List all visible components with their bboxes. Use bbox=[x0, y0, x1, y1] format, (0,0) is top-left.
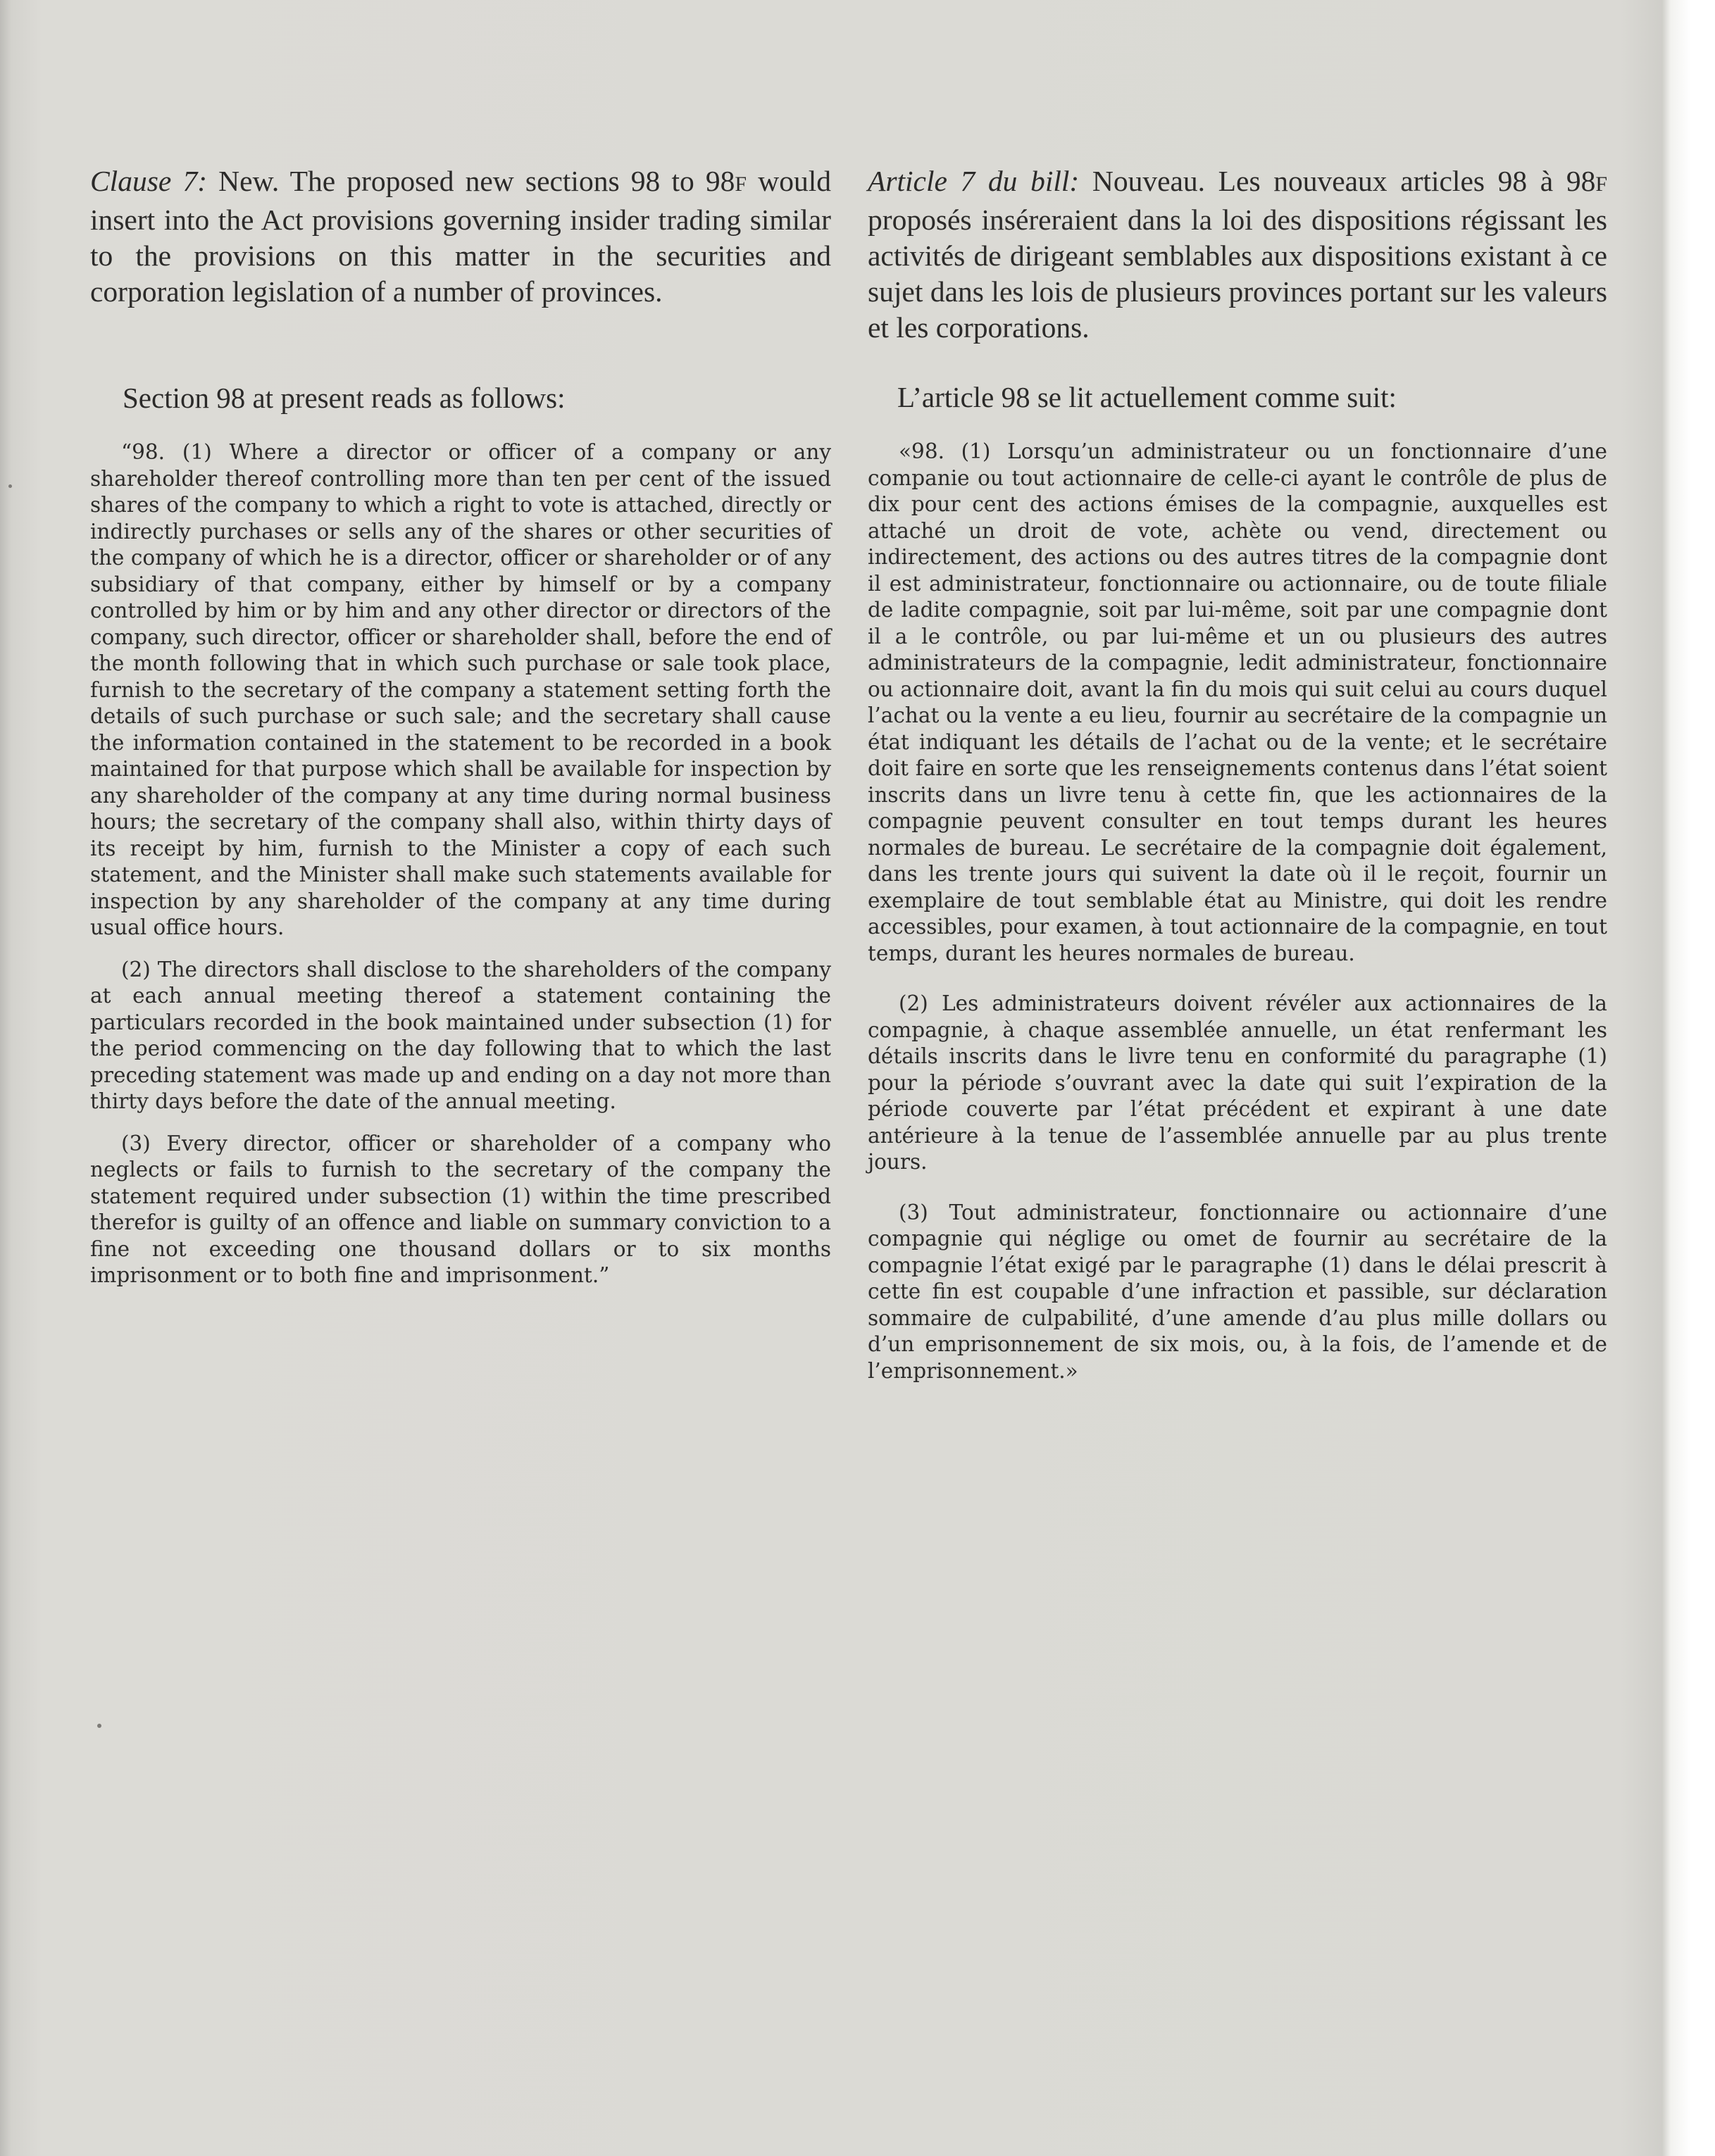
french-clause-note bbox=[868, 163, 1607, 346]
french-column bbox=[868, 163, 1607, 1384]
french-clause-section-letter: F bbox=[1595, 173, 1608, 196]
english-subsection-1: “98. (1) Where a director or officer of a company or any shareholder thereof controlling more than ten per cent of the issued shares of the company to which a right to vote is attached, directly or indirectly purchases or sells any of the shares or other securities of the company of which he is a director, officer or shareholder or of any subsidiary of that company, either by himself or by a company controlled by him or by him and any other director or directors of the company, such director, officer or shareholder shall, before the end of the month following that in which such purchase or sale took place, furnish to the secretary of the company a statement setting forth the details of such purchase or such sale; and the secretary shall cause the information contained in the statement to be recorded in a book maintained for that purpose which shall be available for inspection by any shareholder of the company at any time during normal business hours; the secretary of the company shall also, within thirty days of its receipt by him, furnish to the Minister a copy of each such statement, and the Minister shall make such statements available for inspection by any shareholder of the company at any time during usual office hours. bbox=[90, 440, 831, 939]
english-clause-text-end: would insert into the Act provisions governing insider trading similar to the provisions on this matter in the securities and corporation legislation of a number of provinces. bbox=[90, 165, 831, 308]
french-subsection-3: (3) Tout administrateur, fonctionnaire ou actionnaire d’une compagnie qui néglige ou omet de fournir au secrétaire de la compagnie l’état exigé par le paragraphe (1) dans le délai prescrit à cette fin est coupable d’une infraction et passible, sur déclaration sommaire de culpabilité, d’une amende d’au plus mille dollars ou d’un emprisonnement de six mois, ou, à la fois, de l’amende et de l’emprisonnement.» bbox=[868, 1200, 1607, 1383]
french-clause-label: Article 7 du bill: bbox=[868, 165, 1080, 197]
french-clause-text-start: Nouveau. Les nouveaux articles 98 à 98 bbox=[1079, 165, 1596, 197]
english-clause-text-start: New. The proposed new sections 98 to 98 bbox=[207, 165, 735, 197]
english-clause-section-letter: F bbox=[735, 173, 747, 196]
french-clause-text-end: proposés inséreraient dans la loi des dispositions régissant les activités de dirigeant semblables aux dispositions existant à ce sujet dans les lois de plusieurs provinces portant sur les valeurs et les corporations. bbox=[868, 203, 1607, 344]
french-section-heading: L’article 98 se lit actuellement comme suit: bbox=[897, 381, 1397, 413]
margin-speck-mark bbox=[8, 484, 12, 488]
english-subsection-2: (2) The directors shall disclose to the shareholders of the company at each annual meeting thereof a statement containing the particulars recorded in the book maintained under subsection (1) for the period commencing on the day following that to which the last preceding statement was made up and ending on a day not more than thirty days before the date of the annual meeting. bbox=[90, 957, 831, 1113]
english-column bbox=[90, 163, 831, 1289]
french-subsection-2: (2) Les administrateurs doivent révéler aux actionnaires de la compagnie, à chaque assemblée annuelle, un état renfermant les détails inscrits dans le livre tenu en conformité du paragraphe (1) pour la période s’ouvrant avec la date qui suit l’expiration de la période couverte par l’état précédent et expirant à une date antérieure à la tenue de l’assemblée annuelle par au plus trente jours. bbox=[868, 991, 1607, 1174]
english-clause-note bbox=[90, 163, 831, 310]
french-subsection-1: «98. (1) Lorsqu’un administrateur ou un fonctionnaire d’une companie ou tout actionnaire de celle-ci ayant le contrôle de plus de dix pour cent des actions émises de la compagnie, auxquelles est attaché un droit de vote, achète ou vend, directement ou indirectement, des actions ou des autres titres de la compagnie dont il est administrateur, fonctionnaire ou actionnaire, ou de toute filiale de ladite compagnie, soit par lui-même, soit par une compagnie dont il a le contrôle, ou par lui-même et un ou plusieurs des autres administrateurs de la compagnie, ledit administrateur, fonctionnaire ou actionnaire doit, avant la fin du mois qui suit celui au cours duquel l’achat ou la vente a eu lieu, fournir au secrétaire de la compagnie un état indiquant les détails de l’achat ou de la vente; et le secrétaire doit faire en sorte que les renseignements contenus dans l’état soient inscrits dans un livre tenu à cette fin, que les actionnaires de la compagnie peuvent consulter en tout temps durant les heures normales de bureau. Le secrétaire de la compagnie doit également, dans les trente jours qui suivent la date où il le reçoit, fournir un exemplaire de tout semblable état au Ministre, qui doit les rendre accessibles, pour examen, à tout actionnaire de la compagnie, en tout temps, durant les heures normales de bureau. bbox=[868, 439, 1607, 965]
english-subsection-3: (3) Every director, officer or shareholder of a company who neglects or fails to furnish to the secretary of the company the statement required under subsection (1) within the time prescribed therefor is guilty of an offence and liable on summary conviction to a fine not exceeding one thousand dollars or to six months imprisonment or to both fine and imprisonment.” bbox=[90, 1131, 831, 1287]
english-section-heading: Section 98 at present reads as follows: bbox=[123, 382, 566, 414]
margin-speck-mark bbox=[97, 1724, 101, 1728]
english-clause-label: Clause 7: bbox=[90, 165, 208, 197]
